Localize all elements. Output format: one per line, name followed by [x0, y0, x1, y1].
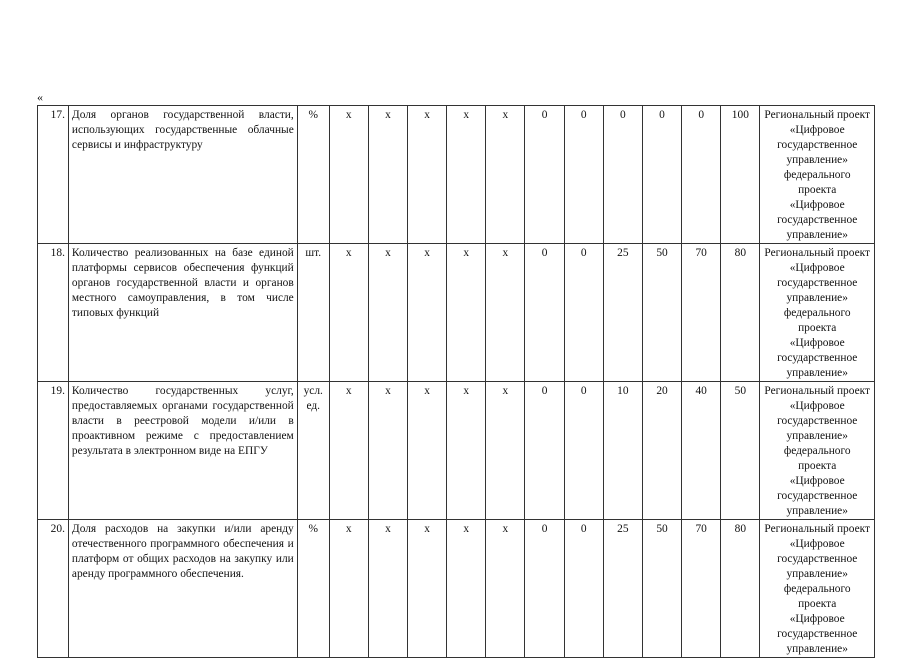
source-project-line: управление» [786, 292, 848, 304]
table-row [38, 106, 875, 244]
source-project-line: «Цифровое [789, 400, 845, 412]
source-project-line: «Цифровое [789, 475, 845, 487]
source-project-line: федерального проекта [783, 445, 851, 472]
indicator-value: 0 [564, 244, 603, 382]
unit-of-measure: усл. ед. [297, 382, 329, 520]
indicator-value: 80 [721, 520, 760, 658]
indicator-value: х [368, 244, 407, 382]
indicator-value: 50 [642, 520, 681, 658]
source-project-line: государственное [777, 415, 858, 427]
indicator-value: х [447, 244, 486, 382]
source-project-line: «Цифровое [789, 124, 845, 136]
opening-quote-mark: « [37, 90, 43, 104]
source-project-line: федерального проекта [783, 583, 851, 610]
source-project-line: Региональный проект [764, 523, 870, 535]
unit-of-measure: % [297, 106, 329, 244]
indicator-value: 70 [682, 244, 721, 382]
source-project-line: Региональный проект [764, 109, 870, 121]
source-project-line: управление» [786, 430, 848, 442]
indicator-value: х [408, 106, 447, 244]
indicator-value: 0 [682, 106, 721, 244]
indicator-value: х [447, 520, 486, 658]
indicator-value: 0 [525, 106, 564, 244]
source-project [760, 520, 875, 658]
indicator-value: 80 [721, 244, 760, 382]
indicator-name: Количество реализованных на базе единой платформы сервисов обеспечения функций органов государственной власти и органов местного самоуправления, в том числе типовых функций [68, 244, 297, 382]
indicators-table [37, 105, 875, 658]
source-project-line: управление» [786, 229, 848, 241]
indicator-value: 50 [642, 244, 681, 382]
source-project-line: государственное [777, 139, 858, 151]
row-number: 19. [38, 382, 69, 520]
indicator-value: х [408, 244, 447, 382]
indicator-value: х [486, 106, 525, 244]
source-project [760, 382, 875, 520]
indicator-value: х [486, 244, 525, 382]
indicator-value: х [486, 520, 525, 658]
indicator-value: 0 [525, 244, 564, 382]
source-project-line: управление» [786, 505, 848, 517]
indicator-value: х [368, 382, 407, 520]
indicator-value: 50 [721, 382, 760, 520]
source-project-line: государственное [777, 628, 858, 640]
indicator-value: 25 [603, 244, 642, 382]
indicator-value: 25 [603, 520, 642, 658]
source-project [760, 244, 875, 382]
table-row [38, 382, 875, 520]
table-row [38, 520, 875, 658]
indicator-value: 0 [564, 382, 603, 520]
indicator-value: х [408, 520, 447, 658]
indicator-value: 0 [564, 520, 603, 658]
source-project-line: Региональный проект [764, 247, 870, 259]
source-project [760, 106, 875, 244]
source-project-line: Региональный проект [764, 385, 870, 397]
indicator-value: х [329, 520, 368, 658]
indicator-value: х [447, 106, 486, 244]
source-project-line: «Цифровое [789, 337, 845, 349]
indicator-value: 20 [642, 382, 681, 520]
source-project-line: государственное [777, 214, 858, 226]
source-project-line: «Цифровое [789, 262, 845, 274]
indicator-name: Доля органов государственной власти, использующих государственные облачные сервисы и инфраструктуру [68, 106, 297, 244]
indicator-value: 0 [564, 106, 603, 244]
source-project-line: управление» [786, 154, 848, 166]
indicator-value: 10 [603, 382, 642, 520]
source-project-line: государственное [777, 352, 858, 364]
indicator-name: Количество государственных услуг, предоставляемых органами государственной власти в реестровой модели и/или в проактивном режиме с предоставлением результата в электронном виде на ЕПГУ [68, 382, 297, 520]
source-project-line: «Цифровое [789, 538, 845, 550]
source-project-line: «Цифровое [789, 199, 845, 211]
row-number: 17. [38, 106, 69, 244]
indicator-value: х [368, 106, 407, 244]
indicator-value: 40 [682, 382, 721, 520]
indicator-value: х [408, 382, 447, 520]
source-project-line: управление» [786, 643, 848, 655]
indicator-name: Доля расходов на закупки и/или аренду отечественного программного обеспечения и платформ от общих расходов на закупку или аренду программного обеспечения. [68, 520, 297, 658]
indicator-value: х [486, 382, 525, 520]
row-number: 20. [38, 520, 69, 658]
indicator-value: х [329, 106, 368, 244]
indicator-value: х [329, 244, 368, 382]
row-number: 18. [38, 244, 69, 382]
indicator-value: 70 [682, 520, 721, 658]
source-project-line: государственное [777, 490, 858, 502]
source-project-line: управление» [786, 367, 848, 379]
indicator-value: 100 [721, 106, 760, 244]
indicators-table-body [38, 106, 875, 658]
source-project-line: государственное [777, 277, 858, 289]
unit-of-measure: шт. [297, 244, 329, 382]
source-project-line: государственное [777, 553, 858, 565]
indicator-value: х [447, 382, 486, 520]
source-project-line: федерального проекта [783, 169, 851, 196]
indicator-value: х [329, 382, 368, 520]
source-project-line: управление» [786, 568, 848, 580]
table-row [38, 244, 875, 382]
indicator-value: 0 [525, 520, 564, 658]
indicator-value: 0 [642, 106, 681, 244]
source-project-line: «Цифровое [789, 613, 845, 625]
indicator-value: 0 [525, 382, 564, 520]
unit-of-measure: % [297, 520, 329, 658]
indicator-value: х [368, 520, 407, 658]
source-project-line: федерального проекта [783, 307, 851, 334]
indicator-value: 0 [603, 106, 642, 244]
